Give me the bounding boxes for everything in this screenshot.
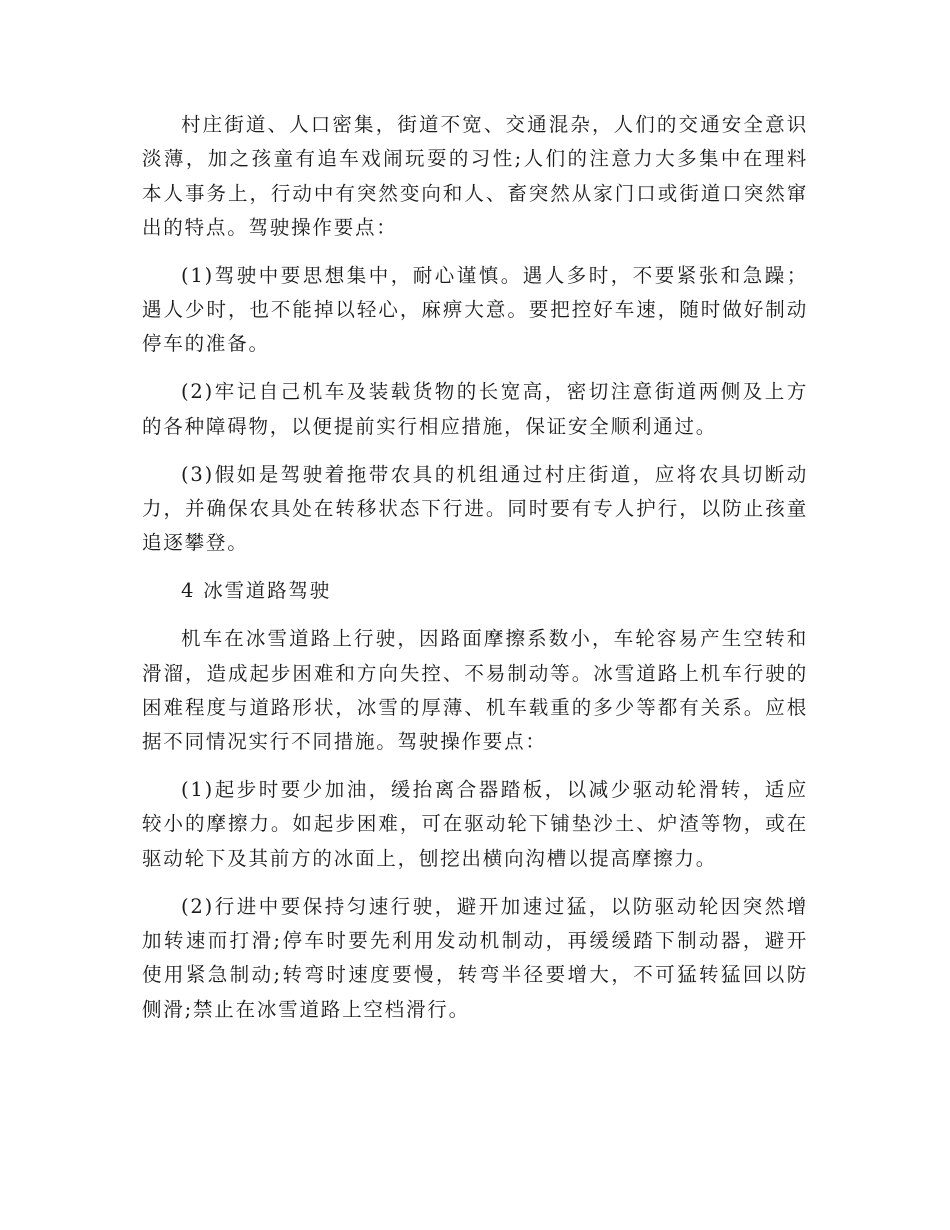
paragraph-village-street-intro: 村庄街道、人口密集，街道不宽、交通混杂，人们的交通安全意识淡薄，加之孩童有追车戏闹玩耍的习性;人们的注意力大多集中在理料本人事务上，行动中有突然变向和人、畜突然从家门口或街道口突然窜出的特点。驾驶操作要点：: [142, 113, 808, 239]
section-heading-ice-snow: 4 冰雪道路驾驶: [181, 579, 332, 603]
paragraph-village-point-1: (1)驾驶中要思想集中，耐心谨慎。遇人多时，不要紧张和急躁；遇人少时，也不能掉以轻心，麻痹大意。要把控好车速，随时做好制动停车的准备。: [142, 263, 808, 356]
paragraph-ice-snow-intro: 机车在冰雪道路上行驶，因路面摩擦系数小，车轮容易产生空转和滑溜，造成起步困难和方向失控、不易制动等。冰雪道路上机车行驶的困难程度与道路形状，冰雪的厚薄、机车载重的多少等都有关系。应根据不同情况实行不同措施。驾驶操作要点：: [142, 627, 808, 754]
document-page: [142, 108, 808, 1041]
paragraph-ice-snow-point-1: (1)起步时要少加油，缓抬离合器踏板，以减少驱动轮滑转，适应较小的摩擦力。如起步困难，可在驱动轮下铺垫沙土、炉渣等物，或在驱动轮下及其前方的冰面上，刨挖出横向沟槽以提高摩擦力。: [142, 778, 808, 870]
paragraph-village-point-3: (3)假如是驾驶着拖带农具的机组通过村庄街道，应将农具切断动力，并确保农具处在转移状态下行进。同时要有专人护行，以防止孩童追逐攀登。: [142, 462, 808, 555]
paragraph-ice-snow-point-2: (2)行进中要保持匀速行驶，避开加速过猛，以防驱动轮因突然增加转速而打滑;停车时要先利用发动机制动，再缓缓踏下制动器，避开使用紧急制动;转弯时速度要慢，转弯半径要增大，不可猛转猛回以防侧滑;禁止在冰雪道路上空档滑行。: [142, 894, 808, 1021]
paragraph-village-point-2: (2)牢记自己机车及装载货物的长宽高，密切注意街道两侧及上方的各种障碍物，以便提前实行相应措施，保证安全顺利通过。: [142, 380, 808, 438]
